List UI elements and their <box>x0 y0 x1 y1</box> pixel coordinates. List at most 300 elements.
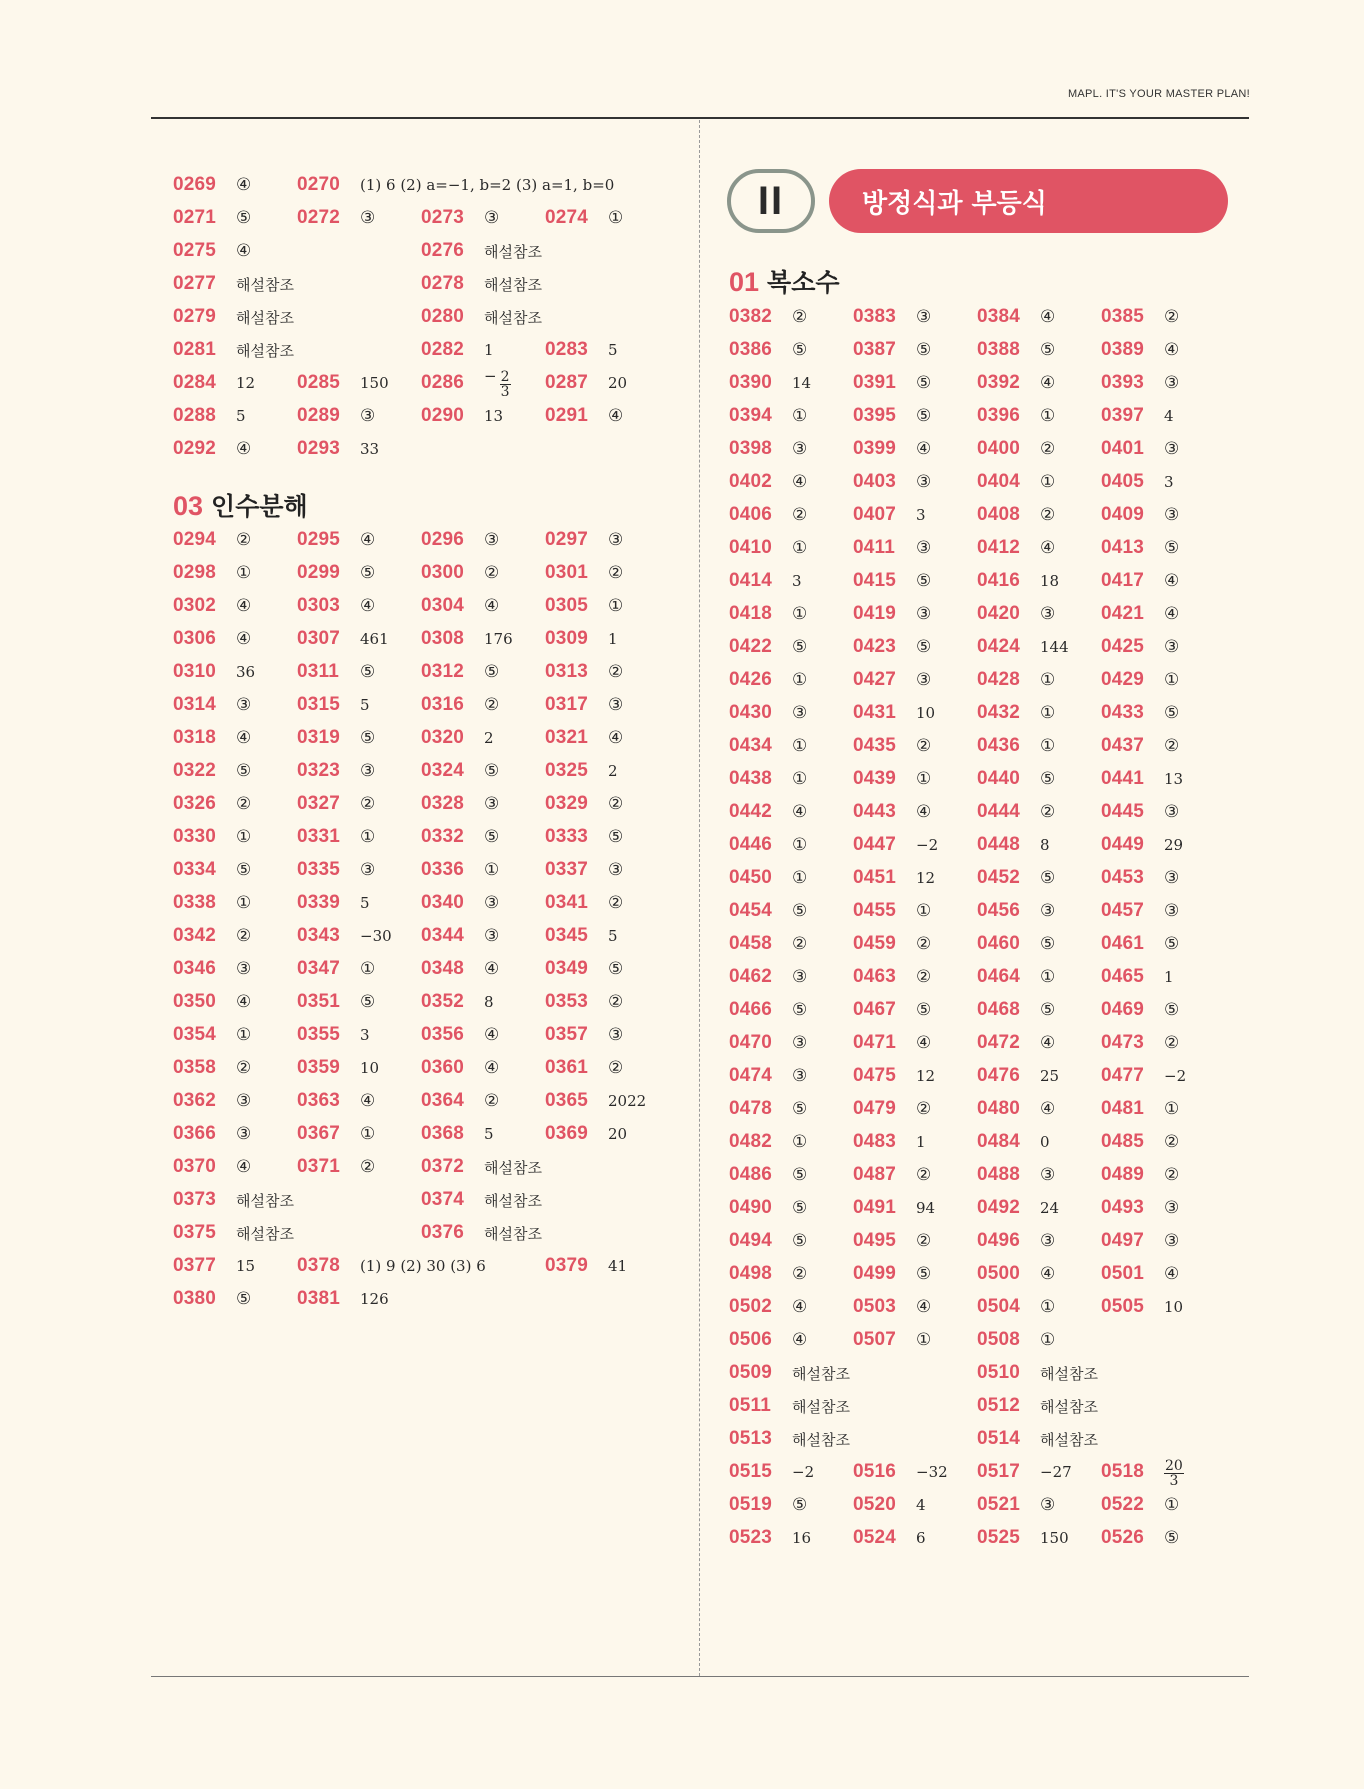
answer-row <box>729 962 1225 992</box>
question-number: 0479 <box>853 1098 897 1119</box>
answer-item <box>853 603 977 625</box>
answer-item <box>1101 603 1225 625</box>
answer-row <box>729 1490 1225 1520</box>
question-number: 0314 <box>173 694 217 715</box>
answer-row <box>729 698 1225 728</box>
question-number: 0327 <box>297 793 341 814</box>
answer-value: ② <box>236 1058 252 1078</box>
answer-item <box>545 529 669 551</box>
question-number: 0420 <box>977 603 1021 624</box>
answer-row <box>729 995 1225 1025</box>
answer-value: 해설참조 <box>236 308 294 327</box>
answer-item <box>1101 768 1225 790</box>
answer-row <box>729 1160 1225 1190</box>
answer-value: 1 <box>608 630 618 648</box>
answer-value: 3 <box>1164 473 1174 491</box>
question-number: 0429 <box>1101 669 1145 690</box>
answer-item <box>853 1263 977 1285</box>
answer-item <box>729 339 853 361</box>
answer-item <box>853 834 977 856</box>
answer-value: 3 <box>916 506 926 524</box>
question-number: 0481 <box>1101 1098 1145 1119</box>
question-number: 0456 <box>977 900 1021 921</box>
answer-row <box>173 1185 545 1215</box>
answer-value: ③ <box>608 695 624 715</box>
answer-value: 3 <box>360 1026 370 1044</box>
answer-value: 해설참조 <box>792 1364 850 1383</box>
question-number: 0362 <box>173 1090 217 1111</box>
answer-value: ⑤ <box>236 761 252 781</box>
question-number: 0318 <box>173 727 217 748</box>
question-number: 0501 <box>1101 1263 1145 1284</box>
answer-item <box>977 768 1101 790</box>
question-number: 0423 <box>853 636 897 657</box>
answer-value: ④ <box>236 439 252 459</box>
question-number: 0273 <box>421 207 465 228</box>
answer-item <box>1101 570 1225 592</box>
answer-value: ② <box>1040 802 1056 822</box>
answer-item <box>421 661 545 683</box>
fraction-denominator: 3 <box>1169 1473 1179 1489</box>
answer-item <box>545 958 669 980</box>
answer-item <box>977 801 1101 823</box>
answer-item <box>853 372 977 394</box>
answer-item <box>173 694 297 716</box>
answer-value: ② <box>1164 1033 1180 1053</box>
question-number: 0284 <box>173 372 217 393</box>
answer-value: ① <box>1164 1099 1180 1119</box>
question-number: 0508 <box>977 1329 1021 1350</box>
question-number: 0470 <box>729 1032 773 1053</box>
answer-item <box>1101 966 1225 988</box>
answer-item <box>1101 405 1225 427</box>
question-number: 0504 <box>977 1296 1021 1317</box>
question-number: 0281 <box>173 339 217 360</box>
answer-value: 1 <box>916 1133 926 1151</box>
question-number: 0517 <box>977 1461 1021 1482</box>
answer-item <box>977 405 1101 427</box>
question-number: 0311 <box>297 661 340 682</box>
answer-value: ⑤ <box>360 662 376 682</box>
answer-value: ① <box>916 901 932 921</box>
question-number: 0394 <box>729 405 773 426</box>
question-number: 0510 <box>977 1362 1021 1383</box>
answer-item <box>545 628 669 650</box>
question-number: 0400 <box>977 438 1021 459</box>
answer-item <box>853 570 977 592</box>
question-number: 0522 <box>1101 1494 1145 1515</box>
answer-item <box>977 372 1101 394</box>
answer-value: 36 <box>236 663 256 681</box>
answer-item <box>977 1131 1101 1153</box>
question-number: 0299 <box>297 562 341 583</box>
answer-value: ③ <box>360 860 376 880</box>
answer-item <box>729 1230 853 1252</box>
answer-item <box>173 339 297 361</box>
answer-item <box>853 1032 977 1054</box>
answer-value: 1 <box>1164 968 1174 986</box>
question-number: 0498 <box>729 1263 773 1284</box>
answer-row <box>173 368 669 398</box>
question-number: 0399 <box>853 438 897 459</box>
section-name: 인수분해 <box>211 492 308 521</box>
answer-value: ④ <box>792 472 808 492</box>
question-number: 0330 <box>173 826 217 847</box>
question-number: 0467 <box>853 999 897 1020</box>
question-number: 0312 <box>421 661 465 682</box>
answer-item <box>297 694 421 716</box>
answer-item <box>729 1131 853 1153</box>
answer-value: ④ <box>916 439 932 459</box>
question-number: 0468 <box>977 999 1021 1020</box>
answer-item <box>853 1329 977 1351</box>
answer-row <box>729 731 1225 761</box>
answer-item <box>1101 636 1225 658</box>
answer-item <box>853 933 977 955</box>
answer-value: ③ <box>1040 604 1056 624</box>
answer-row <box>729 467 1225 497</box>
question-number: 0519 <box>729 1494 773 1515</box>
answer-value: ④ <box>1164 340 1180 360</box>
question-number: 0454 <box>729 900 773 921</box>
question-number: 0402 <box>729 471 773 492</box>
answer-item <box>1101 900 1225 922</box>
answer-value: ③ <box>916 307 932 327</box>
answer-value: ⑤ <box>1164 538 1180 558</box>
answer-value: ③ <box>1164 901 1180 921</box>
question-number: 0270 <box>297 174 341 195</box>
answer-item <box>421 1222 545 1244</box>
question-number: 0317 <box>545 694 589 715</box>
answer-item <box>1101 306 1225 328</box>
answer-value: ① <box>236 893 252 913</box>
answer-value: ② <box>792 934 808 954</box>
answer-value: ① <box>1040 703 1056 723</box>
answer-item <box>729 1065 853 1087</box>
answer-value: ② <box>608 563 624 583</box>
answer-value: 해설참조 <box>484 1224 542 1243</box>
question-number: 0433 <box>1101 702 1145 723</box>
question-number: 0443 <box>853 801 897 822</box>
answer-value: ① <box>1040 1330 1056 1350</box>
answer-value: 해설참조 <box>484 275 542 294</box>
question-number: 0455 <box>853 900 897 921</box>
question-number: 0300 <box>421 562 465 583</box>
answer-value: 0 <box>1040 1133 1050 1151</box>
question-number: 0410 <box>729 537 773 558</box>
answer-item <box>1101 1527 1225 1549</box>
answer-item <box>297 793 421 815</box>
answer-item <box>977 900 1101 922</box>
answer-value: 4 <box>1164 407 1174 425</box>
answer-row <box>173 401 669 431</box>
answer-item <box>729 636 853 658</box>
question-number: 0465 <box>1101 966 1145 987</box>
answer-row <box>729 1226 1225 1256</box>
answer-row <box>729 599 1225 629</box>
question-number: 0442 <box>729 801 773 822</box>
question-number: 0383 <box>853 306 897 327</box>
answer-value: ③ <box>916 472 932 492</box>
answer-row <box>173 170 669 200</box>
answer-value: ④ <box>360 1091 376 1111</box>
answer-item <box>1101 1456 1225 1488</box>
answer-item <box>729 669 853 691</box>
answer-item <box>729 1395 853 1417</box>
answer-value: ⑤ <box>1040 934 1056 954</box>
question-number: 0461 <box>1101 933 1145 954</box>
answer-value: ④ <box>1040 538 1056 558</box>
answer-row <box>729 1523 1225 1553</box>
answer-value: (1) 9 (2) 30 (3) 6 <box>360 1257 486 1275</box>
answer-item <box>421 991 545 1013</box>
question-number: 0339 <box>297 892 341 913</box>
answer-row <box>729 863 1225 893</box>
question-number: 0452 <box>977 867 1021 888</box>
column-divider <box>699 120 700 1676</box>
answer-value: ③ <box>608 860 624 880</box>
answer-item <box>853 1230 977 1252</box>
answer-value: ② <box>608 1058 624 1078</box>
answer-item <box>173 859 297 881</box>
question-number: 0360 <box>421 1057 465 1078</box>
question-number: 0526 <box>1101 1527 1145 1548</box>
question-number: 0507 <box>853 1329 897 1350</box>
answer-value: ④ <box>792 802 808 822</box>
answer-item <box>977 1395 1101 1417</box>
answer-value: ③ <box>792 967 808 987</box>
question-number: 0431 <box>853 702 897 723</box>
question-number: 0287 <box>545 372 589 393</box>
answer-item <box>297 372 421 394</box>
answer-value: ② <box>608 992 624 1012</box>
question-number: 0444 <box>977 801 1021 822</box>
answer-item <box>729 1263 853 1285</box>
answer-value: ⑤ <box>792 637 808 657</box>
answer-value: ① <box>1040 472 1056 492</box>
answer-value: 5 <box>608 341 618 359</box>
question-number: 0432 <box>977 702 1021 723</box>
chapter-title: 방정식과 부등식 <box>862 188 1047 219</box>
question-number: 0448 <box>977 834 1021 855</box>
answer-item <box>545 405 669 427</box>
answer-item <box>297 826 421 848</box>
answer-value: ③ <box>484 530 500 550</box>
answer-value: 5 <box>360 696 370 714</box>
header-tagline: MAPL. IT'S YOUR MASTER PLAN! <box>1067 88 1250 100</box>
answer-value: ④ <box>236 1157 252 1177</box>
question-number: 0516 <box>853 1461 897 1482</box>
question-number: 0385 <box>1101 306 1145 327</box>
question-number: 0515 <box>729 1461 773 1482</box>
question-number: 0272 <box>297 207 341 228</box>
answer-item <box>297 1090 421 1112</box>
answer-item <box>421 1057 545 1079</box>
answer-row <box>173 203 669 233</box>
answer-item <box>729 1032 853 1054</box>
question-number: 0369 <box>545 1123 589 1144</box>
answer-item <box>297 1123 421 1145</box>
answer-value: ② <box>916 1099 932 1119</box>
answer-value: 해설참조 <box>236 1224 294 1243</box>
question-number: 0354 <box>173 1024 217 1045</box>
answer-item <box>853 1197 977 1219</box>
question-number: 0459 <box>853 933 897 954</box>
answer-row <box>729 1457 1225 1487</box>
answer-value: ① <box>916 769 932 789</box>
answer-value: ① <box>792 604 808 624</box>
answer-item <box>977 834 1101 856</box>
answer-row <box>173 789 669 819</box>
answer-item <box>173 405 297 427</box>
answer-item <box>173 1156 297 1178</box>
answer-item <box>297 727 421 749</box>
answer-item <box>1101 537 1225 559</box>
question-number: 0310 <box>173 661 217 682</box>
question-number: 0396 <box>977 405 1021 426</box>
question-number: 0348 <box>421 958 465 979</box>
answer-item <box>1101 504 1225 526</box>
answer-row <box>729 368 1225 398</box>
question-number: 0356 <box>421 1024 465 1045</box>
answer-value: 20 <box>608 374 628 392</box>
answer-value: 12 <box>236 374 256 392</box>
question-number: 0376 <box>421 1222 465 1243</box>
answer-item <box>297 174 669 196</box>
question-number: 0409 <box>1101 504 1145 525</box>
answer-value: ② <box>916 1231 932 1251</box>
answer-item <box>545 859 669 881</box>
answer-row <box>173 525 669 555</box>
answer-item <box>173 595 297 617</box>
answer-value: ④ <box>360 596 376 616</box>
answer-value: −32 <box>916 1463 948 1481</box>
answer-value: ④ <box>484 1025 500 1045</box>
question-number: 0406 <box>729 504 773 525</box>
answer-item <box>853 471 977 493</box>
answer-item <box>421 793 545 815</box>
answer-row <box>173 1086 669 1116</box>
question-number: 0379 <box>545 1255 589 1276</box>
answer-value: ④ <box>916 1297 932 1317</box>
answer-item <box>545 562 669 584</box>
question-number: 0366 <box>173 1123 217 1144</box>
answer-value: 18 <box>1040 572 1060 590</box>
answer-item <box>1101 438 1225 460</box>
question-number: 0289 <box>297 405 341 426</box>
question-number: 0359 <box>297 1057 341 1078</box>
question-number: 0477 <box>1101 1065 1145 1086</box>
question-number: 0277 <box>173 273 217 294</box>
question-number: 0373 <box>173 1189 217 1210</box>
answer-value: 2022 <box>608 1092 647 1110</box>
answer-row <box>729 566 1225 596</box>
answer-item <box>545 661 669 683</box>
answer-row <box>729 1127 1225 1157</box>
answer-item <box>173 958 297 980</box>
answer-item <box>977 438 1101 460</box>
question-number: 0337 <box>545 859 589 880</box>
question-number: 0487 <box>853 1164 897 1185</box>
question-number: 0425 <box>1101 636 1145 657</box>
question-number: 0490 <box>729 1197 773 1218</box>
answer-value: ③ <box>484 893 500 913</box>
answer-item <box>545 793 669 815</box>
question-number: 0386 <box>729 339 773 360</box>
answer-value: ③ <box>360 406 376 426</box>
answer-value: 12 <box>916 1067 936 1085</box>
question-number: 0276 <box>421 240 465 261</box>
answer-value: ④ <box>1040 1033 1056 1053</box>
answer-item <box>173 793 297 815</box>
answer-item <box>545 826 669 848</box>
question-number: 0491 <box>853 1197 897 1218</box>
answer-value: ③ <box>916 670 932 690</box>
answer-value: ③ <box>484 794 500 814</box>
question-number: 0326 <box>173 793 217 814</box>
answer-item <box>1101 1197 1225 1219</box>
answer-value: ⑤ <box>792 1495 808 1515</box>
question-number: 0322 <box>173 760 217 781</box>
answer-row <box>173 558 669 588</box>
answer-item <box>297 1156 421 1178</box>
answer-item <box>1101 1065 1225 1087</box>
answer-value: ② <box>236 794 252 814</box>
answer-value: ④ <box>236 728 252 748</box>
answer-item <box>853 405 977 427</box>
question-number: 0518 <box>1101 1461 1145 1482</box>
answer-item <box>545 694 669 716</box>
answer-item <box>853 1065 977 1087</box>
question-number: 0414 <box>729 570 773 591</box>
answer-item <box>729 867 853 889</box>
answer-row <box>173 855 669 885</box>
answer-row <box>729 1325 1101 1355</box>
fraction-numerator: 20 <box>1165 1458 1183 1474</box>
answer-item <box>173 240 297 262</box>
question-number: 0447 <box>853 834 897 855</box>
answer-value: 5 <box>484 1125 494 1143</box>
answer-value: ④ <box>1164 571 1180 591</box>
question-number: 0441 <box>1101 768 1145 789</box>
question-number: 0437 <box>1101 735 1145 756</box>
answer-value: ④ <box>236 241 252 261</box>
answer-value: ⑤ <box>1164 1528 1180 1548</box>
question-number: 0378 <box>297 1255 341 1276</box>
answer-row <box>729 1193 1225 1223</box>
answer-item <box>977 1362 1101 1384</box>
answer-value: ③ <box>360 761 376 781</box>
answer-item <box>421 727 545 749</box>
answer-value: ④ <box>792 1330 808 1350</box>
answer-item <box>421 826 545 848</box>
answer-value: ① <box>360 827 376 847</box>
question-number: 0344 <box>421 925 465 946</box>
answer-value: ③ <box>1164 439 1180 459</box>
answer-value: ② <box>916 967 932 987</box>
answer-value: ② <box>236 926 252 946</box>
answer-value: 176 <box>484 630 513 648</box>
answer-value: ④ <box>236 175 252 195</box>
answer-value: 10 <box>1164 1298 1184 1316</box>
answer-item <box>977 636 1101 658</box>
question-number: 0418 <box>729 603 773 624</box>
answer-item <box>1101 1230 1225 1252</box>
question-number: 0302 <box>173 595 217 616</box>
answer-value: 1 <box>484 341 494 359</box>
answer-value: ⑤ <box>1040 340 1056 360</box>
answer-value: 5 <box>608 927 618 945</box>
